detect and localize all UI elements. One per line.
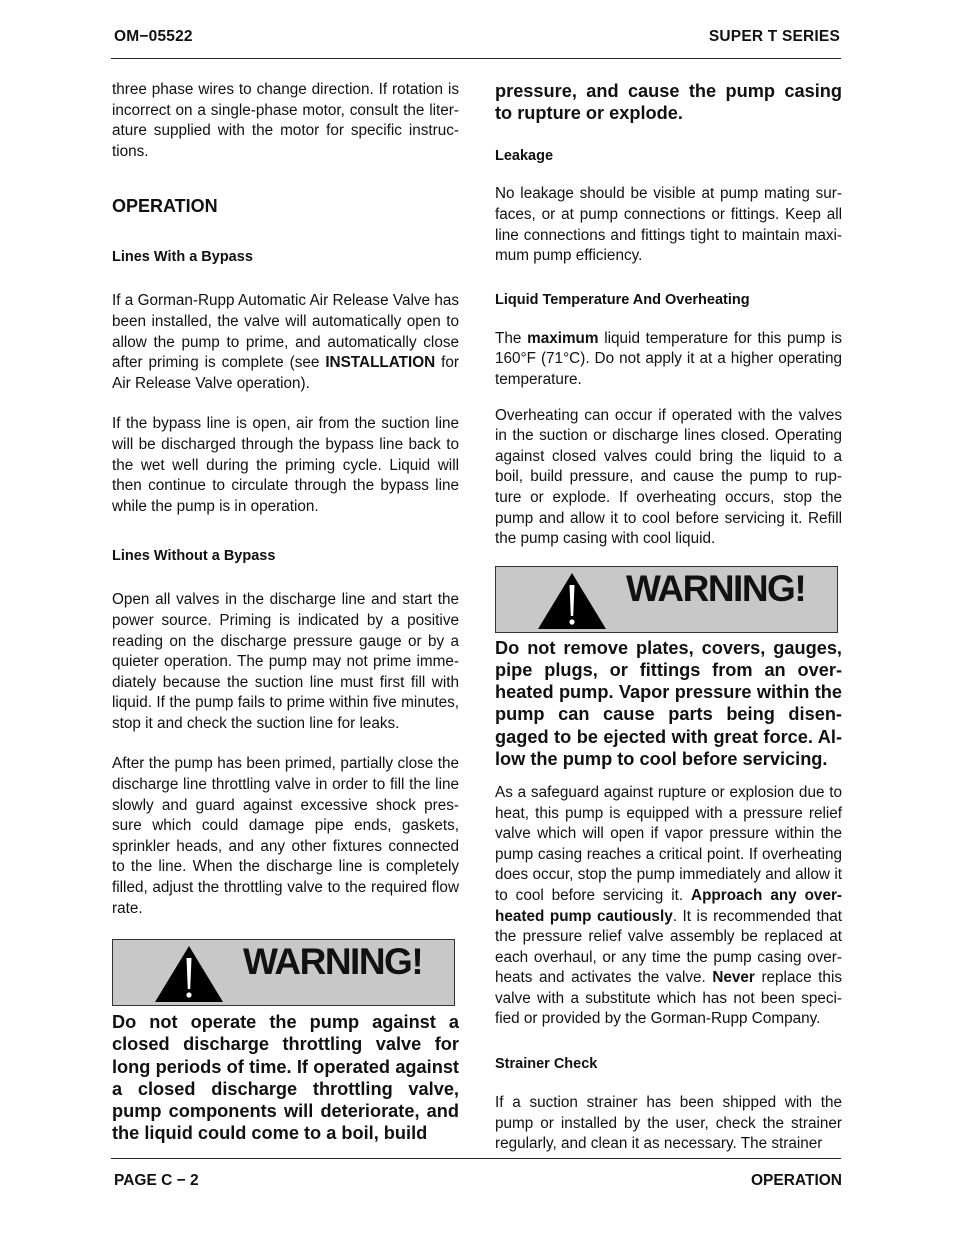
safeguard-paragraph [495,783,842,1030]
operation-heading: OPERATION [112,196,218,217]
footer-rule [111,1158,841,1159]
right-column [495,80,842,1155]
doc-number: OM−05522 [114,28,193,45]
text-span: for Air Release Valve operation). [112,354,460,392]
installation-reference: INSTALLATION [325,354,436,372]
warning-continuation: pressure, and cause the pump casing to rupture or explode. [495,81,842,124]
temperature-paragraph-2: Overheating can occur if operated with the valves in the suction or discharge lines closed. Operating against closed valves could bring the liquid to a boil, build pressure, and cause the pump to rup- ture or explode. If overheating occurs, stop the pump and allow it to cool before servicing it. Refill the pump casing with cool liquid. [495,406,842,548]
nobypass-paragraph-1: Open all valves in the discharge line and start the power source. Priming is indicated by a positive reading on the discharge pressure gauge or by a quieter operation. The pump may not prime imme- diately because the suction line must first fill with liquid. If the pump fails to prime within five minutes, stop it and check the suction line for leaks. [112,591,459,732]
warning-label: WARNING! [243,941,423,983]
warning-triangle-icon [536,571,608,631]
bypass-paragraph-2: If the bypass line is open, air from the suction line will be discharged through the bypass line back to the wet well during the priming cycle. Liquid will then continue to circulate through the bypass line while the pump is in operation. [112,415,459,515]
text-span: If a Gorman-Rupp Automatic Air Release Valve has been installed, the valve will automatically open to allow the pump to prime, and automatically close after priming is complete (see [112,292,459,372]
left-column [112,80,459,1144]
never-emphasis: Never [712,969,755,987]
temperature-paragraph-1 [495,329,842,391]
bypass-heading: Lines With a Bypass [112,249,253,266]
strainer-heading: Strainer Check [495,1056,598,1073]
warning-message: Do not operate the pump against a closed discharge throttling valve for long periods of time. If operated against a closed discharge throttling valve, pump components will deteriorate, and the liquid could come to a boil, build [112,1012,459,1144]
temperature-heading: Liquid Temperature And Overheating [495,291,750,308]
intro-paragraph: three phase wires to change direction. If rotation is incorrect on a single-phase motor, consult the liter- ature supplied with the motor for specific instruc- tions. [112,81,459,160]
text-span: As a safeguard against rupture or explosion due to heat, this pump is equipped with a pressure relief valve which will open if vapor pressure within the pump casing reaches a critical point. If overheating does occur, stop the pump immediately and allow it to cool before servicing it. [495,783,842,904]
text-span: . It is recommended that the pressure relief valve assembly be replaced at each overhaul, or any time the pump casing over- heats and activates the valve. [495,907,843,987]
warning-triangle-icon [153,944,225,1004]
maximum-emphasis: maximum [527,329,599,347]
warning-banner [112,939,455,1006]
text-span: replace this valve with a substitute which has not been speci- fied or provided by the Gorman-Rupp Company. [495,969,842,1028]
header-rule [111,58,841,59]
warning-banner [495,566,838,633]
section-name: OPERATION [751,1172,842,1189]
text-span: The [495,329,528,347]
strainer-paragraph: If a suction strainer has been shipped with the pump or installed by the user, check the strainer regularly, and clean it as necessary. The strainer [495,1094,842,1153]
series-title: SUPER T SERIES [708,28,840,45]
page-number: PAGE C − 2 [114,1172,199,1189]
bypass-paragraph-1 [112,291,459,394]
nobypass-paragraph-2: After the pump has been primed, partially close the discharge line throttling valve in order to fill the line slowly and guard against excessive shock pres- sure which could damage pipe ends, gaskets, sprinkler heads, and any other fixtures connected to the line. When the discharge line is completely filled, adjust the throttling valve to the required flow rate. [112,755,459,917]
text-span: liquid temperature for this pump is 160°F (71°C). Do not apply it at a higher operating temperature. [495,329,843,388]
leakage-heading: Leakage [495,148,554,165]
leakage-paragraph: No leakage should be visible at pump mating sur- faces, or at pump connections or fittings. Keep all line connections and fittings tight to maintain maxi- mum pump efficiency. [495,185,842,265]
nobypass-heading: Lines Without a Bypass [112,548,276,565]
warning-label: WARNING! [626,567,806,609]
caution-emphasis: Approach any over- heated pump cautiously [495,886,842,925]
warning-message: Do not remove plates, covers, gauges, pipe plugs, or fittings from an over- heated pump. Vapor pressure within the pump can cause parts being disen- gaged to be ejected with great force. Al- low the pump to cool before servicing. [495,637,842,769]
